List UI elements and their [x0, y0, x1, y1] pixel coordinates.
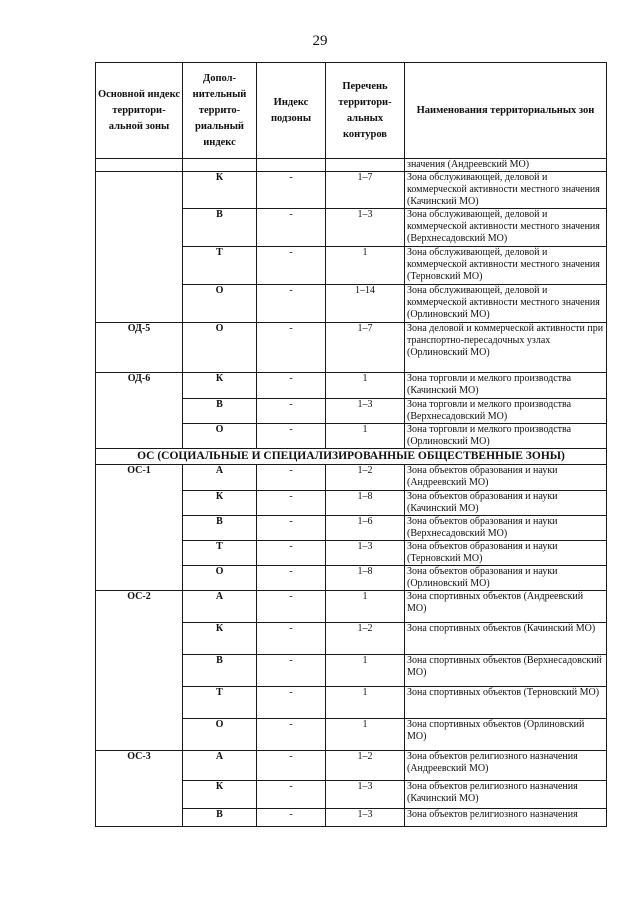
additional-index-cell: Т — [183, 541, 257, 566]
zone-name-cell: Зона торговли и мелкого производства (Верхнесадовский МО) — [405, 399, 607, 424]
table-row — [96, 591, 607, 623]
additional-index-cell: К — [183, 373, 257, 399]
zone-name-cell: Зона объектов образования и науки (Качинский МО) — [405, 491, 607, 516]
subzone-index-cell: - — [257, 809, 326, 827]
additional-index-cell: О — [183, 285, 257, 323]
contours-cell: 1–2 — [326, 751, 405, 781]
additional-index-cell: К — [183, 172, 257, 209]
contours-cell: 1–2 — [326, 623, 405, 655]
zone-name-cell: Зона обслуживающей, деловой и коммерческой активности местного значения (Терновский МО) — [405, 247, 607, 285]
contours-cell: 1 — [326, 655, 405, 687]
subzone-index-cell: - — [257, 209, 326, 247]
zone-name-cell: Зона спортивных объектов (Верхнесадовский МО) — [405, 655, 607, 687]
subzone-index-cell: - — [257, 399, 326, 424]
subzone-index-cell: - — [257, 172, 326, 209]
zone-name-cell: Зона объектов образования и науки (Орлиновский МО) — [405, 566, 607, 591]
zone-name-cell: Зона объектов религиозного назначения — [405, 809, 607, 827]
page-number: 29 — [312, 33, 328, 49]
subzone-index-cell: - — [257, 247, 326, 285]
subzone-index-cell: - — [257, 781, 326, 809]
header-contours: Перечень территори-альных контуров — [326, 63, 405, 159]
subzone-index-cell: - — [257, 285, 326, 323]
table-row — [96, 751, 607, 781]
subzone-index-cell: - — [257, 465, 326, 491]
header-row — [96, 63, 607, 159]
subzone-index-cell: - — [257, 566, 326, 591]
contours-cell: 1–3 — [326, 399, 405, 424]
header-zone-names: Наименования территориальных зон — [405, 63, 607, 159]
contours-cell: 1–3 — [326, 209, 405, 247]
table-row — [96, 373, 607, 399]
contours-cell: 1–8 — [326, 566, 405, 591]
additional-index-cell: В — [183, 209, 257, 247]
zone-name-cell: Зона спортивных объектов (Орлиновский МО) — [405, 719, 607, 751]
zones-table — [95, 62, 607, 827]
header-additional-index: Допол-нительный террито-риальный индекс — [183, 63, 257, 159]
subzone-index-cell: - — [257, 541, 326, 566]
additional-index-cell: О — [183, 566, 257, 591]
zone-name-cell: Зона спортивных объектов (Качинский МО) — [405, 623, 607, 655]
main-index-cell: ОД-5 — [96, 323, 183, 373]
contours-cell: 1 — [326, 719, 405, 751]
additional-index-cell: А — [183, 591, 257, 623]
contours-cell: 1–14 — [326, 285, 405, 323]
zone-name-cell: Зона спортивных объектов (Терновский МО) — [405, 687, 607, 719]
additional-index-cell: О — [183, 424, 257, 449]
main-index-cell: ОД-6 — [96, 373, 183, 449]
continuation-main-cell — [96, 159, 183, 172]
contours-cell: 1 — [326, 373, 405, 399]
zone-name-cell: Зона обслуживающей, деловой и коммерческой активности местного значения (Орлиновский МО) — [405, 285, 607, 323]
contours-cell: 1 — [326, 247, 405, 285]
continuation-name: значения (Андреевский МО) — [405, 159, 607, 172]
subzone-index-cell: - — [257, 719, 326, 751]
section-title: ОС (СОЦИАЛЬНЫЕ И СПЕЦИАЛИЗИРОВАННЫЕ ОБЩЕСТВЕННЫЕ ЗОНЫ) — [96, 449, 607, 465]
contours-cell: 1–7 — [326, 172, 405, 209]
subzone-index-cell: - — [257, 687, 326, 719]
additional-index-cell: В — [183, 399, 257, 424]
additional-index-cell: Т — [183, 687, 257, 719]
main-index-cell: ОС-1 — [96, 465, 183, 591]
header-main-index: Основной индекс территори-альной зоны — [96, 63, 183, 159]
zone-name-cell: Зона объектов образования и науки (Андреевский МО) — [405, 465, 607, 491]
contours-cell: 1–3 — [326, 809, 405, 827]
contours-cell: 1–3 — [326, 781, 405, 809]
main-index-cell: ОС-2 — [96, 591, 183, 751]
subzone-index-cell: - — [257, 655, 326, 687]
zone-name-cell: Зона торговли и мелкого производства (Качинский МО) — [405, 373, 607, 399]
contours-cell: 1 — [326, 424, 405, 449]
additional-index-cell: О — [183, 323, 257, 373]
subzone-index-cell: - — [257, 751, 326, 781]
zone-name-cell: Зона объектов образования и науки (Терновский МО) — [405, 541, 607, 566]
table-row — [96, 323, 607, 373]
additional-index-cell: К — [183, 491, 257, 516]
subzone-index-cell: - — [257, 623, 326, 655]
table-row — [96, 172, 607, 209]
contours-cell: 1–2 — [326, 465, 405, 491]
main-index-cell — [96, 172, 183, 323]
zone-name-cell: Зона обслуживающей, деловой и коммерческой активности местного значения (Верхнесадовский МО) — [405, 209, 607, 247]
zone-name-cell: Зона объектов религиозного назначения (Андреевский МО) — [405, 751, 607, 781]
contours-cell: 1–3 — [326, 541, 405, 566]
continuation-add-cell — [183, 159, 257, 172]
zone-name-cell: Зона обслуживающей, деловой и коммерческой активности местного значения (Качинский МО) — [405, 172, 607, 209]
zone-name-cell: Зона объектов религиозного назначения (Качинский МО) — [405, 781, 607, 809]
subzone-index-cell: - — [257, 516, 326, 541]
subzone-index-cell: - — [257, 323, 326, 373]
main-index-cell: ОС-3 — [96, 751, 183, 827]
contours-cell: 1–8 — [326, 491, 405, 516]
additional-index-cell: В — [183, 809, 257, 827]
zone-name-cell: Зона торговли и мелкого производства (Орлиновский МО) — [405, 424, 607, 449]
contours-cell: 1–7 — [326, 323, 405, 373]
subzone-index-cell: - — [257, 424, 326, 449]
additional-index-cell: В — [183, 655, 257, 687]
continuation-sub-cell — [257, 159, 326, 172]
contours-cell: 1–6 — [326, 516, 405, 541]
table-row — [96, 465, 607, 491]
zone-name-cell: Зона деловой и коммерческой активности при транспортно-пересадочных узлах (Орлиновский МО) — [405, 323, 607, 373]
continuation-cont-cell — [326, 159, 405, 172]
zone-name-cell: Зона спортивных объектов (Андреевский МО) — [405, 591, 607, 623]
continuation-row — [96, 159, 607, 172]
subzone-index-cell: - — [257, 491, 326, 516]
additional-index-cell: О — [183, 719, 257, 751]
zone-name-cell: Зона объектов образования и науки (Верхнесадовский МО) — [405, 516, 607, 541]
subzone-index-cell: - — [257, 591, 326, 623]
contours-cell: 1 — [326, 687, 405, 719]
additional-index-cell: К — [183, 781, 257, 809]
header-subzone-index: Индекс подзоны — [257, 63, 326, 159]
section-title-row — [96, 449, 607, 465]
additional-index-cell: А — [183, 751, 257, 781]
additional-index-cell: Т — [183, 247, 257, 285]
contours-cell: 1 — [326, 591, 405, 623]
additional-index-cell: В — [183, 516, 257, 541]
subzone-index-cell: - — [257, 373, 326, 399]
additional-index-cell: К — [183, 623, 257, 655]
additional-index-cell: А — [183, 465, 257, 491]
